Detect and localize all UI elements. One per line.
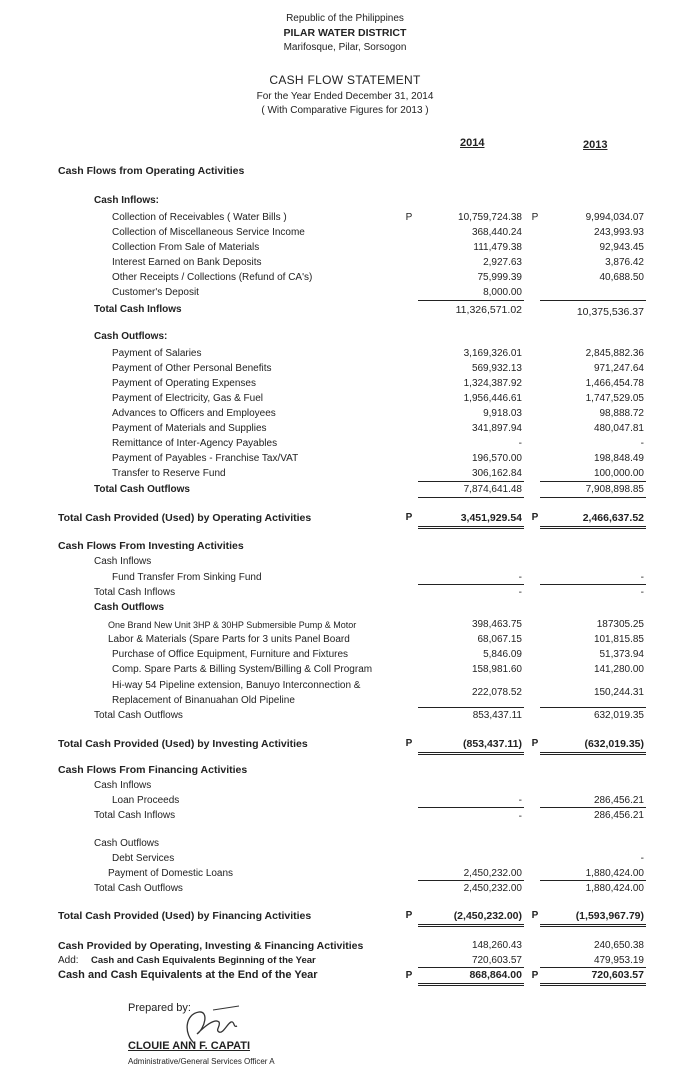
row-label: Collection From Sale of Materials: [112, 242, 260, 253]
value-2014: 3,169,326.01: [463, 348, 522, 359]
row-label: Collection of Miscellaneous Service Income: [112, 227, 305, 238]
value-2013: 720,603.57: [591, 969, 644, 981]
row-label: Hi-way 54 Pipeline extension, Banuyo Interconnection &: [112, 680, 361, 691]
value-2013: 286,456.21: [593, 810, 644, 821]
double-underline: [540, 526, 646, 529]
value-2014: 1,324,387.92: [463, 378, 522, 389]
value-2014: 3,451,929.54: [460, 512, 522, 524]
value-2014: 2,450,232.00: [463, 868, 522, 879]
value-2013: 1,880,424.00: [585, 868, 644, 879]
underline: [540, 497, 646, 498]
value-2013: -: [640, 438, 644, 449]
row-label: Other Receipts / Collections (Refund of CA's): [112, 272, 313, 283]
value-2014: 75,999.39: [477, 272, 522, 283]
financing-net-label: Total Cash Provided (Used) by Financing Activities: [58, 910, 312, 922]
underline: [540, 707, 646, 708]
peso-sign: P: [531, 910, 539, 921]
value-2014: 720,603.57: [471, 955, 522, 966]
peso-sign: P: [531, 512, 539, 523]
operating-total-inflows-label: Total Cash Inflows: [94, 304, 182, 315]
value-2014: 158,981.60: [471, 664, 522, 675]
underline: [418, 967, 524, 968]
peso-sign: P: [405, 512, 413, 523]
underline: [540, 880, 646, 881]
row-label: Interest Earned on Bank Deposits: [112, 257, 262, 268]
underline: [418, 300, 524, 301]
header-country: Republic of the Philippines: [286, 13, 404, 24]
row-label: Customer's Deposit: [112, 287, 199, 298]
double-underline: [418, 924, 524, 927]
statement-period: For the Year Ended December 31, 2014: [256, 91, 434, 102]
value-2013: 150,244.31: [593, 687, 644, 698]
underline: [418, 807, 524, 808]
debt-services-heading: Debt Services: [112, 853, 175, 864]
value-2014: 148,260.43: [471, 940, 522, 951]
row-label: Transfer to Reserve Fund: [112, 468, 226, 479]
operating-inflows-heading: Cash Inflows:: [94, 195, 160, 206]
row-label: Loan Proceeds: [112, 795, 180, 806]
value-2013: 10,375,536.37: [576, 306, 644, 318]
operating-outflows-heading: Cash Outflows:: [94, 331, 168, 342]
value-2013: -: [640, 587, 644, 598]
summary-provided-label: Cash Provided by Operating, Investing & Financing Activities: [58, 940, 364, 952]
value-2013: 92,943.45: [599, 242, 644, 253]
value-2013: 2,845,882.36: [585, 348, 644, 359]
underline: [418, 584, 524, 585]
underline: [540, 584, 646, 585]
value-2014: 222,078.52: [471, 687, 522, 698]
value-2013: -: [640, 572, 644, 583]
investing-outflows-heading: Cash Outflows: [94, 602, 165, 613]
financing-total-inflows-label: Total Cash Inflows: [94, 810, 176, 821]
row-label: Advances to Officers and Employees: [112, 408, 276, 419]
value-2014: 10,759,724.38: [458, 212, 522, 223]
financing-outflows-heading: Cash Outflows: [94, 838, 160, 849]
value-2014: (853,437.11): [463, 738, 522, 750]
value-2013: 971,247.64: [593, 363, 644, 374]
value-2014: 111,479.38: [473, 242, 522, 253]
statement-comparative: ( With Comparative Figures for 2013 ): [261, 105, 429, 116]
signatory-position: Administrative/General Services Officer A: [128, 1057, 275, 1066]
row-label: Remittance of Inter-Agency Payables: [112, 438, 278, 449]
row-label: Payment of Materials and Supplies: [112, 423, 267, 434]
underline: [418, 880, 524, 881]
value-2013: 40,688.50: [599, 272, 644, 283]
value-2014: 341,897.94: [471, 423, 522, 434]
value-2014: 368,440.24: [471, 227, 522, 238]
value-2013: (632,019.35): [584, 738, 644, 750]
value-2014: 1,956,446.61: [463, 393, 522, 404]
value-2013: 243,993.93: [593, 227, 644, 238]
column-2014: 2014: [460, 137, 485, 149]
row-label: Payment of Payables - Franchise Tax/VAT: [112, 453, 299, 464]
value-2014: 306,162.84: [471, 468, 522, 479]
operating-net-label: Total Cash Provided (Used) by Operating Activities: [58, 512, 312, 524]
double-underline: [540, 752, 646, 755]
peso-sign: P: [531, 738, 539, 749]
value-2014: -: [518, 811, 522, 822]
value-2014: 8,000.00: [483, 287, 522, 298]
value-2013: 2,466,637.52: [582, 512, 644, 524]
value-2013: 1,880,424.00: [585, 883, 644, 894]
prepared-by-label: Prepared by:: [128, 1002, 191, 1014]
add-prefix: Add:: [58, 955, 79, 966]
value-2014: 2,450,232.00: [463, 883, 522, 894]
peso-sign: P: [405, 212, 413, 223]
value-2014: -: [518, 587, 522, 598]
value-2013: 479,953.19: [593, 955, 644, 966]
value-2013: 101,815.85: [593, 634, 644, 645]
value-2014: 7,874,641.48: [463, 484, 522, 495]
row-label: Payment of Domestic Loans: [108, 868, 234, 879]
header-agency: PILAR WATER DISTRICT: [283, 27, 407, 39]
value-2013: 9,994,034.07: [585, 212, 644, 223]
column-2013: 2013: [583, 139, 608, 151]
value-2014: 569,932.13: [471, 363, 522, 374]
financing-total-outflows-label: Total Cash Outflows: [94, 883, 183, 894]
header-address: Marifosque, Pilar, Sorsogon: [283, 42, 407, 53]
value-2014: 398,463.75: [471, 619, 522, 630]
value-2013: 480,047.81: [593, 423, 644, 434]
underline: [418, 707, 524, 708]
row-label: Payment of Operating Expenses: [112, 378, 256, 389]
row-label: Payment of Salaries: [112, 348, 202, 359]
value-2013: 286,456.21: [593, 795, 644, 806]
value-2014: -: [518, 438, 522, 449]
value-2013: 7,908,898.85: [585, 484, 644, 495]
value-2014: 2,927.63: [483, 257, 522, 268]
underline: [540, 300, 646, 301]
value-2014: 868,864.00: [469, 969, 522, 981]
financing-inflows-heading: Cash Inflows: [94, 780, 152, 791]
row-label: Purchase of Office Equipment, Furniture and Fixtures: [112, 649, 349, 660]
double-underline: [540, 983, 646, 986]
investing-net-label: Total Cash Provided (Used) by Investing Activities: [58, 738, 308, 750]
value-2013: (1,593,967.79): [575, 910, 644, 922]
underline: [418, 497, 524, 498]
value-2013: 51,373.94: [599, 649, 644, 660]
row-label: Fund Transfer From Sinking Fund: [112, 572, 262, 583]
investing-heading: Cash Flows From Investing Activities: [58, 540, 244, 552]
row-label: Collection of Receivables ( Water Bills ): [112, 212, 287, 223]
value-2013: 240,650.38: [593, 940, 644, 951]
value-2014: 11,326,571.02: [455, 304, 522, 316]
summary-end-label: Cash and Cash Equivalents at the End of the Year: [58, 969, 318, 981]
peso-sign: P: [405, 970, 413, 981]
value-2013: 98,888.72: [599, 408, 644, 419]
double-underline: [418, 526, 524, 529]
value-2013: 141,280.00: [593, 664, 644, 675]
value-2014: 196,570.00: [471, 453, 522, 464]
peso-sign: P: [531, 970, 539, 981]
operating-heading: Cash Flows from Operating Activities: [58, 165, 245, 177]
investing-total-inflows-label: Total Cash Inflows: [94, 587, 176, 598]
value-2014: -: [518, 572, 522, 583]
value-2013: 1,747,529.05: [585, 393, 644, 404]
value-2013: 187305.25: [596, 619, 644, 630]
value-2014: 5,846.09: [483, 649, 522, 660]
peso-sign: P: [531, 212, 539, 223]
peso-sign: P: [405, 738, 413, 749]
row-label: Payment of Electricity, Gas & Fuel: [112, 393, 263, 404]
value-2014: 9,918.03: [483, 408, 522, 419]
peso-sign: P: [405, 910, 413, 921]
row-label-continued: Replacement of Binanuahan Old Pipeline: [112, 695, 295, 706]
double-underline: [418, 752, 524, 755]
row-label: One Brand New Unit 3HP & 30HP Submersible Pump & Motor: [108, 620, 357, 630]
value-2013: 632,019.35: [593, 710, 644, 721]
underline: [540, 481, 646, 482]
value-2013: -: [640, 853, 644, 864]
value-2014: (2,450,232.00): [453, 910, 522, 922]
value-2014: -: [518, 795, 522, 806]
double-underline: [418, 983, 524, 986]
operating-total-outflows-label: Total Cash Outflows: [94, 484, 190, 495]
underline: [418, 481, 524, 482]
underline: [540, 807, 646, 808]
row-label: Comp. Spare Parts & Billing System/Billing & Coll Program: [112, 664, 373, 675]
statement-title: CASH FLOW STATEMENT: [269, 73, 421, 87]
investing-inflows-heading: Cash Inflows: [94, 556, 152, 567]
double-underline: [540, 924, 646, 927]
row-label: Labor & Materials (Spare Parts for 3 units Panel Board: [108, 634, 350, 645]
value-2014: 853,437.11: [472, 710, 522, 721]
summary-beginning-label: Cash and Cash Equivalents Beginning of the Year: [91, 955, 316, 966]
signatory-name: CLOUIE ANN F. CAPATI: [128, 1040, 251, 1052]
investing-total-outflows-label: Total Cash Outflows: [94, 710, 183, 721]
value-2014: 68,067.15: [477, 634, 522, 645]
value-2013: 1,466,454.78: [585, 378, 644, 389]
value-2013: 198,848.49: [593, 453, 644, 464]
value-2013: 100,000.00: [593, 468, 644, 479]
row-label: Payment of Other Personal Benefits: [112, 363, 272, 374]
financing-heading: Cash Flows From Financing Activities: [58, 764, 248, 776]
value-2013: 3,876.42: [605, 257, 644, 268]
underline: [540, 967, 646, 968]
